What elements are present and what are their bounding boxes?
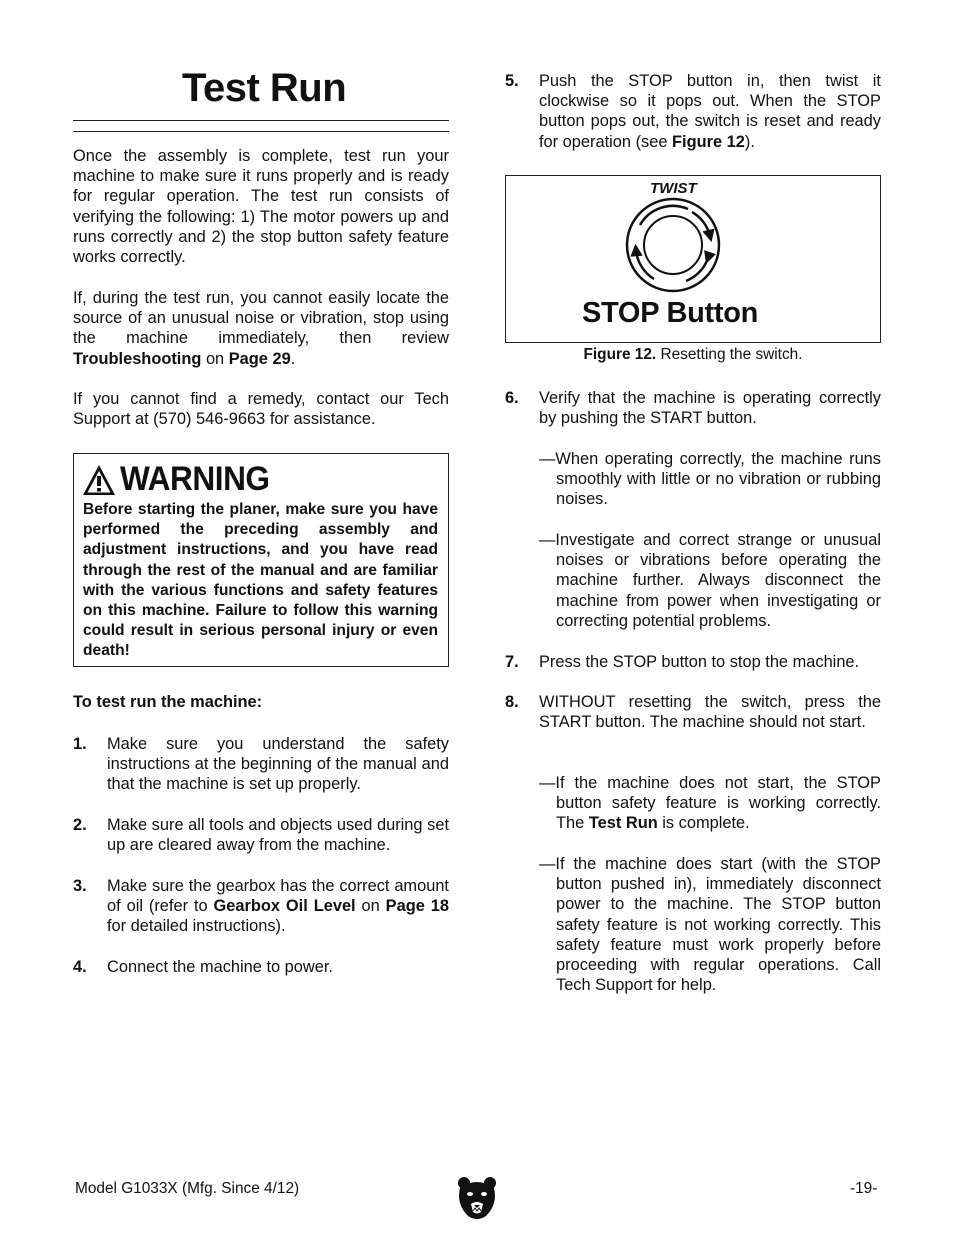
warning-heading: WARNING <box>120 460 270 498</box>
figure-12-caption <box>505 346 881 364</box>
step-1-number: 1. <box>73 735 87 753</box>
step-5-text <box>539 71 881 152</box>
footer-model: Model G1033X (Mfg. Since 4/12) <box>75 1180 300 1197</box>
intro-paragraph-2 <box>73 288 449 369</box>
step-8-note-1-end: is complete. <box>657 814 750 833</box>
stop-button-twist-icon <box>612 176 736 294</box>
step-6-note-2: —Investigate and correct strange or unusual noises or vibrations before operating the machine further. Always disconnect the machine from power when investigating or correcting potential problems. <box>539 531 881 630</box>
step-2-text: Make sure all tools and objects used during set up are cleared away from the machine. <box>107 816 449 855</box>
step-3-text-on: on <box>355 897 386 916</box>
step-5-text-a: Push the STOP button in, then twist it clockwise so it pops out. When the STOP button pops out, the switch is reset and ready for operation (see <box>539 72 881 151</box>
step-8-note-2: —If the machine does start (with the STOP button pushed in), immediately disconnect power to the machine. The STOP button safety feature is not working correctly. This safety feature must work properly before proceeding with regular operations. Call Tech Support for help. <box>539 855 881 995</box>
step-3-text-a: Make sure the gearbox has the correct amount of oil (refer to <box>107 877 449 916</box>
title-rule-bottom <box>73 131 449 132</box>
figure-caption-number: Figure 12. <box>583 346 657 363</box>
page-29-ref: Page 29 <box>228 349 291 368</box>
step-6-number: 6. <box>505 389 519 407</box>
footer-page-number: -19- <box>850 1180 878 1197</box>
step-8-number: 8. <box>505 693 519 711</box>
intro-paragraph-1: Once the assembly is complete, test run your machine to make sure it runs properly and is ready for regular operation. The test run consists of verifying the following: 1) The motor powers up and runs correctly and 2) the stop button safety feature works correctly. <box>73 147 449 267</box>
step-1-text: Make sure you understand the safety instructions at the beginning of the manual and that the machine is set up properly. <box>107 735 449 794</box>
troubleshooting-ref: Troubleshooting <box>73 349 202 368</box>
intro-p2-on: on <box>201 349 229 368</box>
twist-label: TWIST <box>650 180 697 197</box>
test-run-ref: Test Run <box>588 814 658 833</box>
step-3-number: 3. <box>73 877 87 895</box>
step-4-number: 4. <box>73 958 87 976</box>
step-7-number: 7. <box>505 653 519 671</box>
intro-paragraph-3: If you cannot find a remedy, contact our Tech Support at (570) 546-9663 for assistance. <box>73 390 449 429</box>
figure-12-ref: Figure 12 <box>672 132 745 151</box>
step-3-text-end: for detailed instructions). <box>107 917 286 936</box>
step-6-text: Verify that the machine is operating correctly by pushing the START button. <box>539 389 881 428</box>
page-18-ref: Page 18 <box>385 897 449 916</box>
warning-triangle-icon <box>82 464 116 496</box>
step-4-text: Connect the machine to power. <box>107 958 333 976</box>
step-3-text <box>107 876 449 937</box>
figure-caption-text: Resetting the switch. <box>656 346 803 363</box>
intro-p2-text: If, during the test run, you cannot easily locate the source of an unusual noise or vibration, stop using the machine immediately, then review <box>73 289 449 348</box>
warning-header <box>82 462 372 498</box>
intro-p2-end: . <box>290 349 296 368</box>
step-8-text: WITHOUT resetting the switch, press the START button. The machine should not start. <box>539 693 881 732</box>
warning-text: Before starting the planer, make sure you have performed the preceding assembly and adjustment instructions, and you have read through the rest of the manual and are familiar with the various functions and safety features on this machine. Failure to follow this warning could result in serious personal injury or even death! <box>83 501 438 660</box>
step-2-number: 2. <box>73 816 87 834</box>
title-rule-top <box>73 120 449 121</box>
step-5-text-end: ). <box>744 132 755 151</box>
step-7-text: Press the STOP button to stop the machine. <box>539 653 860 671</box>
page-title: Test Run <box>182 66 347 110</box>
gearbox-oil-ref: Gearbox Oil Level <box>213 897 356 916</box>
step-6-note-1: —When operating correctly, the machine runs smoothly with little or no vibration or rubbing noises. <box>539 450 881 509</box>
bear-logo-icon <box>456 1174 498 1222</box>
stop-button-label: STOP Button <box>582 297 759 329</box>
step-5-number: 5. <box>505 72 519 90</box>
procedure-heading: To test run the machine: <box>73 693 263 711</box>
step-8-note-1 <box>539 773 881 834</box>
step-8-note-1-a: —If the machine does not start, the STOP button safety feature is working correctly. The <box>539 774 881 833</box>
